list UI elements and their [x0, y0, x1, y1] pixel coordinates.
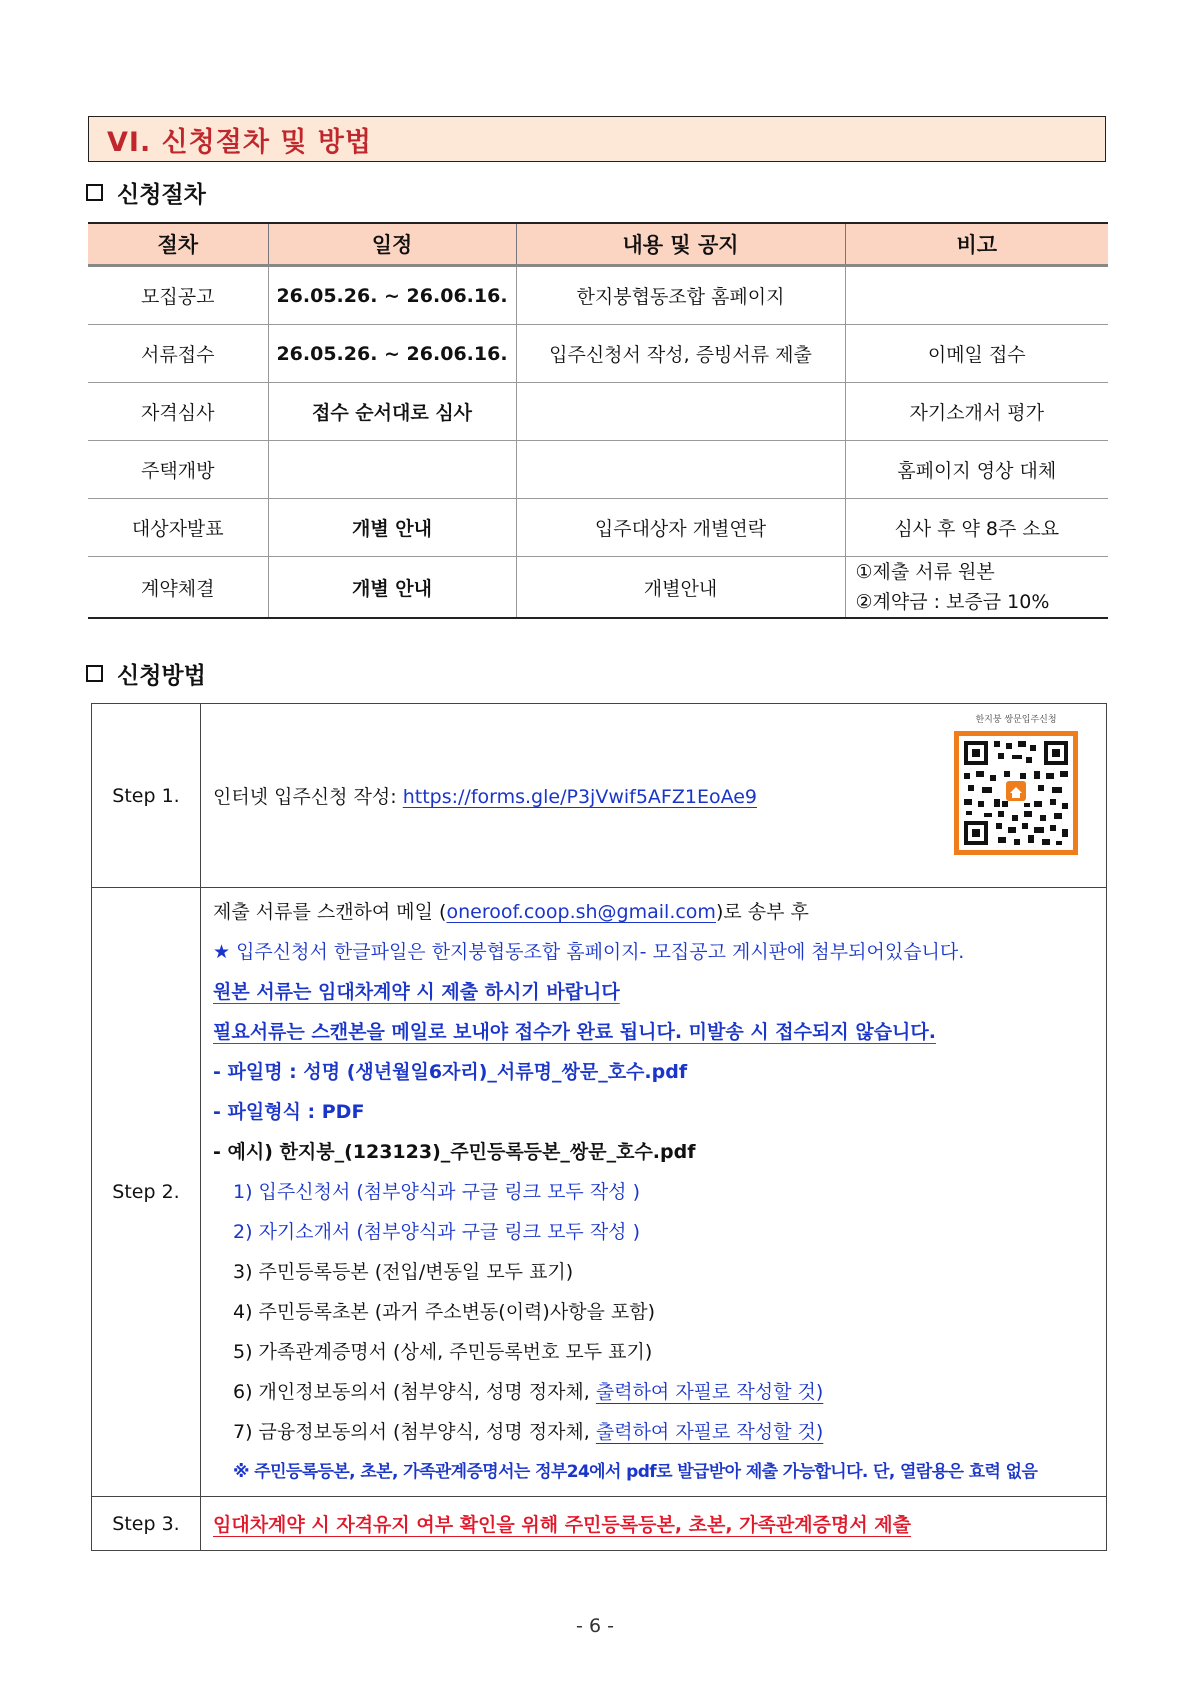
content-cell [516, 441, 845, 499]
text-segment: 필요서류는 스캔본을 메일로 보내야 접수가 완료 됩니다. 미발송 시 접수되지 않습니다. [213, 1021, 936, 1043]
table-row [88, 383, 1108, 441]
schedule-cell: 개별 안내 [268, 557, 516, 619]
document-item [213, 1412, 1106, 1452]
gov24-notice: ※ 주민등록등본, 초본, 가족관계증명서는 정부24에서 pdf로 발급받아 제출 가능합니다. 단, 열람용은 효력 없음 [233, 1462, 1038, 1482]
schedule-cell: 26.05.26. ~ 26.06.16. [268, 325, 516, 383]
column-header: 비고 [845, 223, 1108, 266]
note-cell: 심사 후 약 8주 소요 [845, 499, 1108, 557]
procedure-table [88, 222, 1108, 619]
file-name-example: - 예시) 한지붕_(123123)_주민등록등본_쌍문_호수.pdf [213, 1141, 696, 1163]
text-segment: 제출 서류를 스캔하여 메일 ( [213, 901, 447, 923]
document-item [213, 1372, 1106, 1412]
text-segment: 7) 금융정보동의서 (첨부양식, 성명 정자체, [233, 1421, 596, 1443]
step3-text: 임대차계약 시 자격유지 여부 확인을 위해 주민등록등본, 초본, 가족관계증명서 제출 [213, 1514, 912, 1536]
step3-content [201, 1497, 1107, 1551]
step-cell: 주택개방 [88, 441, 268, 499]
step-cell: 계약체결 [88, 557, 268, 619]
page-number: - 6 - [576, 1615, 614, 1637]
checkbox-icon [86, 184, 103, 201]
content-cell: 개별안내 [516, 557, 845, 619]
column-header: 내용 및 공지 [516, 223, 845, 266]
column-header: 절차 [88, 223, 268, 266]
procedure-heading-text: 신청절차 [117, 182, 206, 208]
step-label: Step 1. [92, 704, 201, 888]
table-header-row [88, 223, 1108, 266]
table-row [88, 441, 1108, 499]
step-cell: 모집공고 [88, 266, 268, 325]
original-documents-notice [213, 972, 1106, 1012]
document-item: 1) 입주신청서 (첨부양식과 구글 링크 모두 작성 ) [233, 1181, 640, 1203]
scan-required-notice [213, 1012, 1106, 1052]
file-name-rule: - 파일명 : 성명 (생년월일6자리)_서류명_쌍문_호수.pdf [213, 1061, 688, 1083]
document-item: 3) 주민등록등본 (전입/변동일 모두 표기) [233, 1261, 574, 1283]
form-link[interactable]: https://forms.gle/P3jVwif5AFZ1EoAe9 [402, 786, 758, 808]
step-label: Step 3. [92, 1497, 201, 1551]
step1-content [201, 704, 1107, 888]
schedule-cell: 26.05.26. ~ 26.06.16. [268, 266, 516, 325]
step-label: Step 2. [92, 888, 201, 1497]
table-row [88, 266, 1108, 325]
email-link[interactable]: oneroof.coop.sh@gmail.com [446, 901, 716, 923]
column-header: 일정 [268, 223, 516, 266]
method-heading-text: 신청방법 [117, 663, 206, 689]
note-cell: 이메일 접수 [845, 325, 1108, 383]
content-cell: 한지붕협동조합 홈페이지 [516, 266, 845, 325]
file-format-rule: - 파일형식 : PDF [213, 1101, 365, 1123]
section-title [88, 116, 1106, 162]
document-item: 2) 자기소개서 (첨부양식과 구글 링크 모두 작성 ) [233, 1221, 640, 1243]
document-item: 4) 주민등록초본 (과거 주소변동(이력)사항을 포함) [233, 1301, 656, 1323]
note-line: ①제출 서류 원본 [855, 561, 995, 583]
step-cell: 서류접수 [88, 325, 268, 383]
step2-content [201, 888, 1107, 1497]
step1-text: 인터넷 입주신청 작성: [213, 786, 403, 808]
table-row [88, 325, 1108, 383]
section-title-text: VI. 신청절차 및 방법 [107, 126, 372, 158]
step1-row [92, 704, 1107, 888]
note-cell [845, 266, 1108, 325]
text-segment: 6) 개인정보동의서 (첨부양식, 성명 정자체, [233, 1381, 596, 1403]
qr-code-icon [954, 731, 1078, 855]
table-row [88, 499, 1108, 557]
note-line: ②계약금 : 보증금 10% [855, 591, 1050, 613]
email-instruction [213, 892, 1106, 932]
note-cell [845, 557, 1108, 619]
procedure-heading [86, 176, 206, 209]
step-cell: 자격심사 [88, 383, 268, 441]
content-cell: 입주대상자 개별연락 [516, 499, 845, 557]
step3-row [92, 1497, 1107, 1551]
method-heading [86, 657, 206, 690]
method-table [91, 703, 1107, 1551]
document-item: 5) 가족관계증명서 (상세, 주민등록번호 모두 표기) [233, 1341, 653, 1363]
schedule-cell [268, 441, 516, 499]
checkbox-icon [86, 665, 103, 682]
step2-row [92, 888, 1107, 1497]
attachment-notice: ★ 입주신청서 한글파일은 한지붕협동조합 홈페이지- 모집공고 게시판에 첨부되어있습니다. [213, 941, 965, 963]
text-segment: 출력하여 자필로 작성할 것) [595, 1381, 824, 1403]
step-cell: 대상자발표 [88, 499, 268, 557]
text-segment: )로 송부 후 [715, 901, 809, 923]
text-segment: 원본 서류는 임대차계약 시 제출 하시기 바랍니다 [213, 981, 620, 1003]
schedule-cell: 개별 안내 [268, 499, 516, 557]
text-segment: 출력하여 자필로 작성할 것) [595, 1421, 824, 1443]
content-cell [516, 383, 845, 441]
qr-caption: 한지붕 쌍문입주신청 [975, 715, 1057, 725]
content-cell: 입주신청서 작성, 증빙서류 제출 [516, 325, 845, 383]
schedule-cell: 접수 순서대로 심사 [268, 383, 516, 441]
table-row [88, 557, 1108, 619]
note-cell: 자기소개서 평가 [845, 383, 1108, 441]
qr-code[interactable] [936, 712, 1096, 862]
note-cell: 홈페이지 영상 대체 [845, 441, 1108, 499]
